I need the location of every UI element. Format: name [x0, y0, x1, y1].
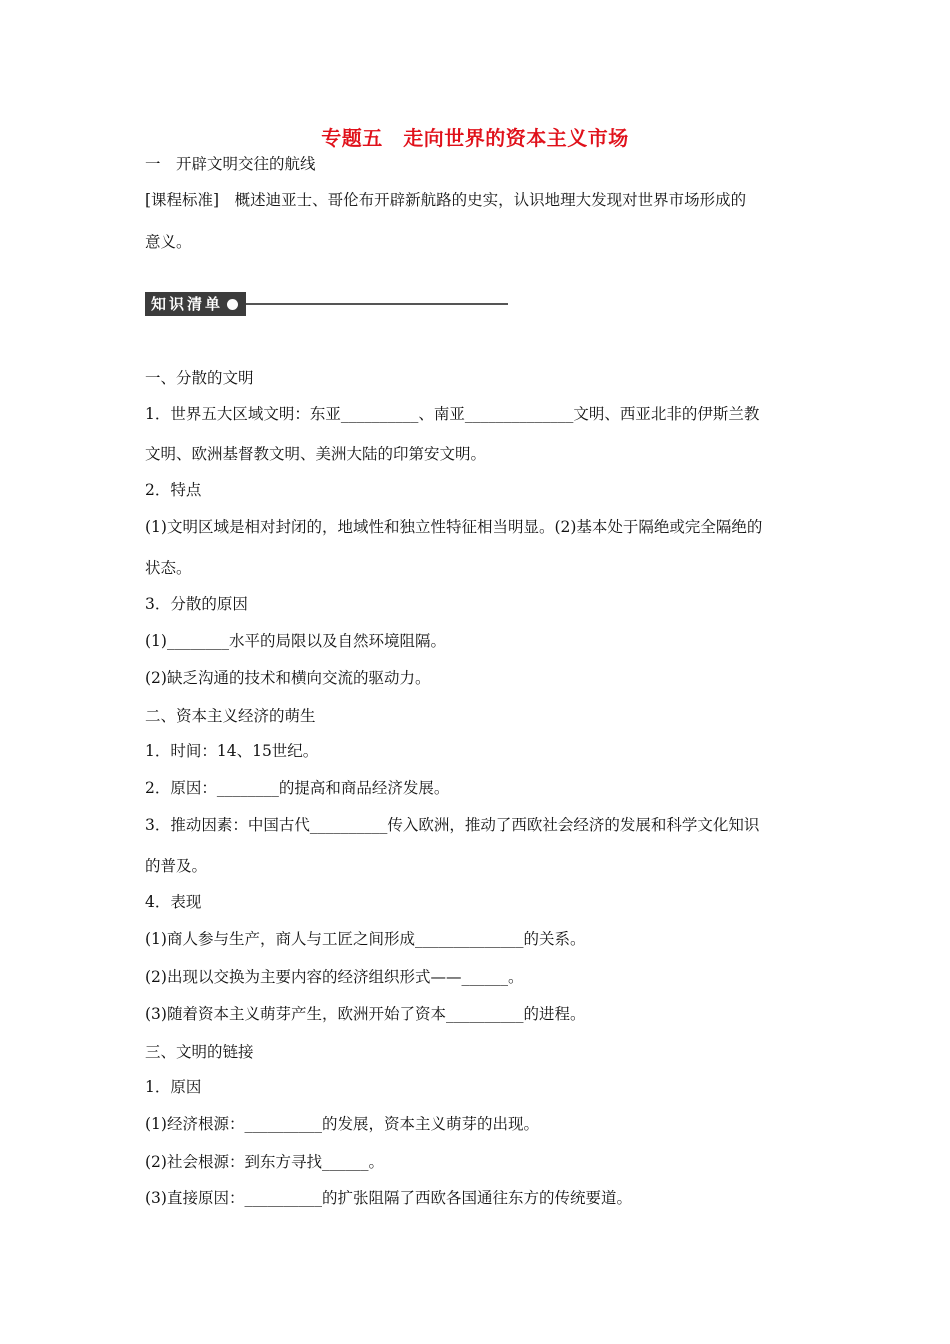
text-line: (1)________水平的局限以及自然环境阻隔。	[145, 632, 446, 650]
text-line: (2)社会根源：到东方寻找______。	[145, 1153, 384, 1171]
text-line: (1)文明区域是相对封闭的，地域性和独立性特征相当明显。(2)基本处于隔绝或完全隔绝的	[145, 518, 763, 536]
banner-tag	[145, 292, 246, 316]
text-line: (3)直接原因：__________的扩张阻隔了西欧各国通往东方的传统要道。	[145, 1189, 632, 1207]
text-line: 3．分散的原因	[145, 595, 248, 613]
text-line: 1．世界五大区域文明：东亚__________、南亚______________文明、西亚北非的伊斯兰教	[145, 405, 760, 423]
curriculum-standard-line-2: 意义。	[145, 233, 192, 251]
text-line: (2)出现以交换为主要内容的经济组织形式——______。	[145, 968, 524, 986]
banner-rule	[246, 303, 508, 305]
text-line: 三、文明的链接	[145, 1043, 254, 1061]
text-line: 状态。	[145, 559, 192, 577]
text-line: 文明、欧洲基督教文明、美洲大陆的印第安文明。	[145, 445, 487, 463]
knowledge-list-banner	[145, 292, 508, 316]
curriculum-standard-line-1: [课程标准] 概述迪亚士、哥伦布开辟新航路的史实，认识地理大发现对世界市场形成的	[145, 191, 747, 209]
banner-label: 知识清单	[151, 295, 224, 313]
circle-bullet-icon	[227, 299, 238, 310]
text-line: 一、分散的文明	[145, 369, 254, 387]
text-line: 3．推动因素：中国古代__________传入欧洲，推动了西欧社会经济的发展和科学文化知识	[145, 816, 760, 834]
text-line: (2)缺乏沟通的技术和横向交流的驱动力。	[145, 669, 431, 687]
text-line: 2．特点	[145, 481, 202, 499]
text-line: 4．表现	[145, 893, 202, 911]
text-line: 1．原因	[145, 1078, 202, 1096]
text-line: 二、资本主义经济的萌生	[145, 707, 316, 725]
page-title: 专题五 走向世界的资本主义市场	[321, 126, 629, 150]
text-line: (3)随着资本主义萌芽产生，欧洲开始了资本__________的进程。	[145, 1005, 586, 1023]
text-line: (1)经济根源：__________的发展，资本主义萌芽的出现。	[145, 1115, 539, 1133]
text-line: 1．时间：14、15世纪。	[145, 742, 319, 760]
text-line: 2．原因：________的提高和商品经济发展。	[145, 779, 450, 797]
section-heading: 一 开辟文明交往的航线	[145, 155, 316, 173]
text-line: 的普及。	[145, 857, 208, 875]
text-line: (1)商人参与生产，商人与工匠之间形成______________的关系。	[145, 930, 586, 948]
